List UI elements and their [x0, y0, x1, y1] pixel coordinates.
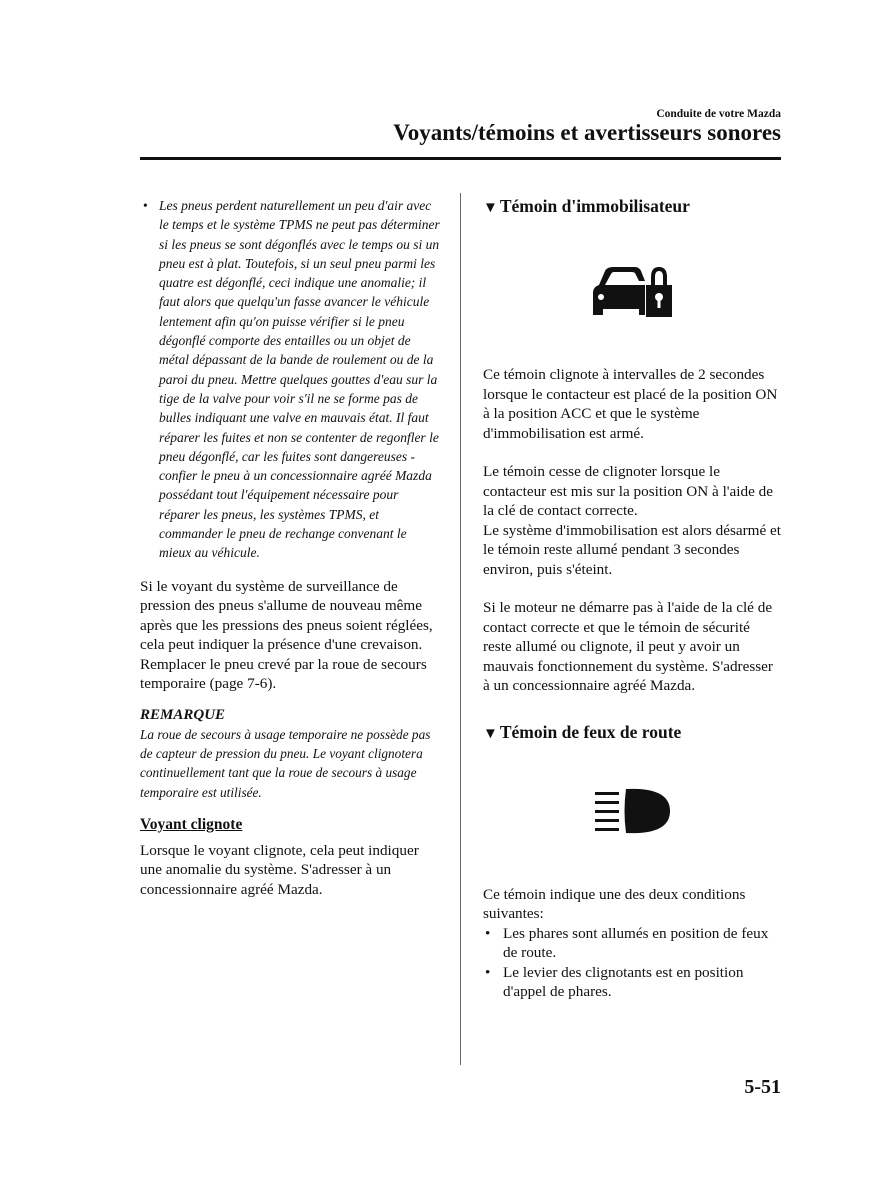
header-rule — [140, 157, 781, 160]
note-text: La roue de secours à usage temporaire ne possède pas de capteur de pression du pneu. Le voyant clignotera continuellement tant que la roue de secours à usage temporaire est utilisée. — [140, 726, 431, 800]
blinking-paragraph: Lorsque le voyant clignote, cela peut indiquer une anomalie du système. S'adresser à un concessionnaire agréé Mazda. — [140, 841, 419, 898]
column-divider — [460, 193, 461, 1065]
triangle-down-icon: ▼ — [483, 200, 498, 216]
right-column — [483, 196, 781, 1002]
immobilizer-heading-text: Témoin d'immobilisateur — [499, 196, 690, 216]
tpms-note-text: Les pneus perdent naturellement un peu d'air avec le temps et le système TPMS ne peut pas déterminer si les pneus se sont dégonflés avec le temps ou si un pneu est à plat. Toutefois, si un seul pneu parmi les quatre est dégonflé, ceci indique une anomalie; il faut alors que quelqu'un fasse avancer le véhicule lentement afin qu'on puisse vérifier si le pneu dégonflé comporte des entailles ou un objet de métal dépassant de la bande de roulement ou de la paroi du pneu. Mettre quelques gouttes d'eau sur la tige de la valve pour voir s'il ne se forme pas de bulles indiquant une valve en mauvais état. Il faut réparer les fuites et non se contenter de regonfler le pneu dégonflé, car les fuites sont dangereuses - confier le pneu à un concessionnaire agréé Mazda possédant tout l'équipement nécessaire pour réparer les pneus, les systèmes TPMS, et commander le pneu de rechange convenant le mieux au véhicule. — [159, 198, 440, 561]
page-number: 5-51 — [744, 1076, 781, 1098]
car-lock-icon — [591, 265, 673, 321]
immobilizer-icon-box — [483, 265, 781, 321]
bullet-icon: • — [485, 924, 491, 942]
list-item — [140, 196, 440, 563]
note-title: REMARQUE — [140, 706, 226, 723]
immobilizer-p3: Le système d'immobilisation est alors désarmé et le témoin reste allumé pendant 3 secondes environ, puis s'éteint. — [483, 521, 781, 578]
high-beam-icon-box — [483, 787, 781, 837]
condition-text: Les phares sont allumés en position de feux de route. — [503, 924, 769, 961]
list-item — [483, 963, 781, 1002]
page-title: Voyants/témoins et avertisseurs sonores — [393, 120, 781, 145]
immobilizer-p4: Si le moteur ne démarre pas à l'aide de la clé de contact correcte et que le témoin de sécurité reste allumé ou clignote, il peut y avoir un mauvais fonctionnement du système. S'adresser à un concessionnaire agréé Mazda. — [483, 599, 773, 694]
triangle-down-icon: ▼ — [483, 725, 498, 742]
immobilizer-p2: Le témoin cesse de clignoter lorsque le contacteur est mis sur la position ON à l'aide de la clé de contact correcte. — [483, 463, 773, 519]
list-item — [483, 924, 781, 963]
tpms-note-list — [140, 196, 440, 563]
bullet-icon: • — [485, 963, 491, 981]
condition-text: Le levier des clignotants est en position d'appel de phares. — [503, 963, 744, 1000]
tpms-paragraph: Si le voyant du système de surveillance de pression des pneus s'allume de nouveau même après que les pressions des pneus soient réglées, cela peut indiquer la présence d'une crevaison. Remplacer le pneu crevé par la roue de secours temporaire (page 7-6). — [140, 577, 433, 693]
high-beam-intro: Ce témoin indique une des deux conditions suivantes: — [483, 885, 746, 922]
section-label: Conduite de votre Mazda — [656, 108, 781, 120]
immobilizer-heading — [483, 196, 781, 217]
high-beam-icon — [592, 787, 672, 837]
left-column — [140, 196, 440, 899]
high-beam-conditions — [483, 924, 781, 1002]
bullet-icon: • — [143, 198, 148, 213]
high-beam-heading-text: Témoin de feux de route — [499, 721, 682, 742]
immobilizer-p1: Ce témoin clignote à intervalles de 2 secondes lorsque le contacteur est placé de la position ON à la position ACC et que le système d'immobilisation est armé. — [483, 366, 778, 442]
subheading-blinking: Voyant clignote — [140, 815, 243, 833]
high-beam-heading — [483, 722, 781, 743]
